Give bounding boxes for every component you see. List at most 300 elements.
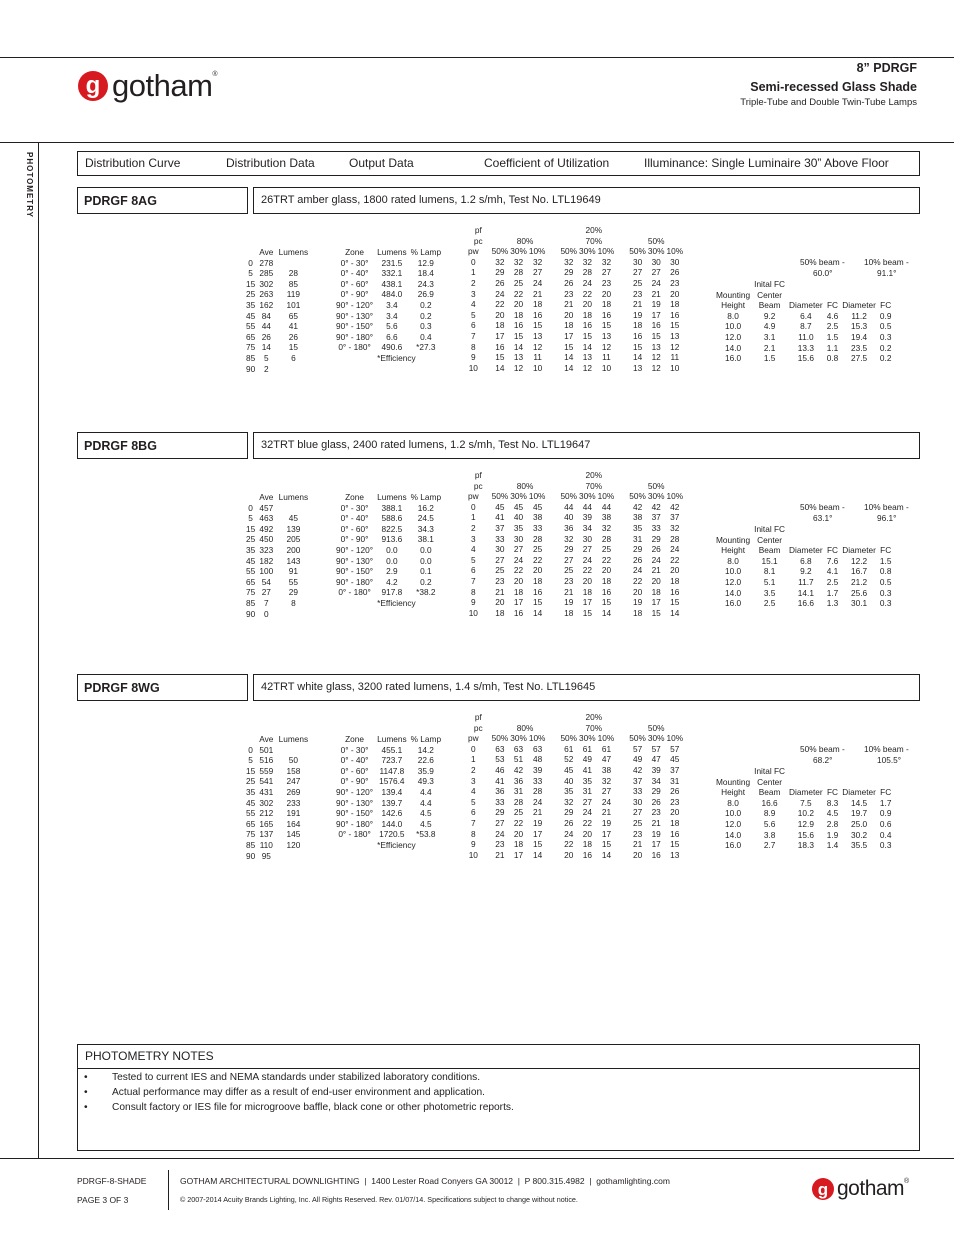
table-row [334,766,443,777]
table-cell: 48 [533,754,543,765]
table-cell: 0 [264,608,269,619]
cu-group: 50% [647,722,665,733]
table-cell: 90° - 130° [336,555,374,566]
table-cell: 158 [286,765,301,776]
section-desc: 26TRT amber glass, 1800 rated lumens, 1.2 s/mh, Test No. LTL19649 [261,194,601,206]
table-cell: 20 [632,586,643,597]
table-cell: 21 [495,849,505,860]
table-cell: 438.1 [381,278,403,289]
table-cell: 263 [259,289,274,300]
table-row [334,587,443,598]
table-cell: 16 [495,341,505,352]
table-row [244,745,311,756]
table-row [244,851,311,862]
model-title: 8” PDRGF [856,61,917,75]
table-cell: 37 [495,522,505,533]
table-cell: 15 [246,278,256,289]
table-cell: 45 [564,764,574,775]
cu-subheader: 10% [597,246,615,257]
table-row [244,503,311,514]
table-cell: 18 [564,607,574,618]
table-cell: 29 [632,544,643,555]
table-cell: 20 [513,575,524,586]
cu-group: 20% [585,225,603,235]
table-cell: 24 [601,796,612,807]
table-cell: 12.0 [724,576,742,587]
table-cell: 33 [533,775,543,786]
table-cell: 10.0 [724,321,742,332]
table-row [466,523,684,534]
table-cell: 0.0 [420,544,432,555]
table-cell: 45 [246,797,256,808]
table-row [334,524,443,535]
table-cell: 36 [513,775,524,786]
table-cell: 23 [632,828,643,839]
brand-logo: g gotham ® [78,68,218,104]
table-cell: 5.1 [763,576,776,587]
table-row [334,300,443,311]
table-cell: 19 [651,299,661,310]
table-row [244,766,311,777]
footer-rule [0,1158,954,1159]
table-cell: 0.8 [826,353,839,364]
table-cell: 1.7 [826,587,839,598]
table-cell: 23 [670,796,680,807]
table-cell: 27 [601,786,612,797]
table-cell: 25 [632,817,643,828]
table-cell: 233 [286,797,301,808]
table-cell: 12.2 [851,555,868,566]
table-cell: 0.1 [420,566,432,577]
table-cell: 16.6 [761,797,778,808]
table-cell: 15 [582,330,592,341]
table-cell: 15 [533,320,543,331]
footer-logo: g gotham ® [812,1177,909,1201]
table-cell: 14.0 [724,829,742,840]
table-cell: 5 [264,352,269,363]
col-header: % Lamp [410,734,442,744]
table-cell: 8.1 [763,566,776,577]
table-cell: 2.5 [763,598,776,609]
col-header: % Lamp [410,492,442,502]
cu-group: 70% [585,722,603,733]
table-cell: 19 [632,309,643,320]
table-cell: 30.2 [851,829,868,840]
table-cell: 90° - 130° [336,797,374,808]
note-item: Consult factory or IES file for microgroove baffle, black cone or other photometric reports. [112,1102,514,1113]
cu-subheader: 50% [491,733,509,744]
tab-illuminance[interactable]: Illuminance: Single Luminaire 30” Above Floor [644,156,889,170]
table-cell: 4.2 [386,576,398,587]
table-row [466,299,684,310]
table-cell: 0° - 60° [340,278,369,289]
cu-subheader: 50% [491,246,509,257]
table-cell: 23 [601,277,612,288]
table-row [244,598,311,609]
table-cell: 90° - 180° [336,818,374,829]
table-cell: 20 [495,309,505,320]
table-row [466,818,684,829]
table-cell: 35 [246,544,256,555]
table-row [334,755,443,766]
notes-title: PHOTOMETRY NOTES [78,1045,919,1069]
table-cell: 28 [533,786,543,797]
table-cell: 2 [470,277,476,288]
table-cell: 457 [259,502,274,513]
footer-divider [168,1170,169,1210]
table-cell: 20 [582,828,592,839]
table-cell: 17 [513,597,524,608]
table-cell: 51 [513,754,524,765]
table-cell: 35.9 [417,765,434,776]
table-cell: 33 [651,522,661,533]
table-cell: 463 [259,513,274,524]
table-cell: 41 [495,512,505,523]
beam10-label: 10% beam - [864,502,909,512]
table-cell: 30 [495,544,505,555]
table-cell: 5.6 [763,818,776,829]
col-header: Ave [259,492,274,502]
cu-pw: pw [468,491,479,502]
table-cell: 22 [582,817,592,828]
output-table [334,247,443,364]
table-row [334,513,443,524]
table-row [466,352,684,363]
table-cell: 21 [601,807,612,818]
table-cell: 22 [495,299,505,310]
table-cell: 33 [495,533,505,544]
cu-pf: pf [474,470,482,480]
cu-pc: pc [473,235,483,246]
table-cell: 39 [651,764,661,775]
table-cell: 41 [288,321,298,332]
table-cell: 13 [533,330,543,341]
table-row [466,502,684,513]
table-cell: 10 [468,849,478,860]
table-cell: 18 [670,299,680,310]
col-header: Diameter [789,300,823,311]
table-cell: 90° - 150° [336,808,374,819]
cu-subheader: 50% [560,491,578,502]
product-subtitle: Triple-Tube and Double Twin-Tube Lamps [740,97,917,108]
table-cell: 49.3 [417,776,434,787]
table-cell: 36 [564,522,574,533]
col-header: Lumens [278,734,309,744]
table-cell: 3 [470,775,476,786]
table-cell: 723.7 [381,755,403,766]
table-cell: 30.1 [851,598,868,609]
table-cell: 32 [564,256,574,267]
table-cell: 14.5 [851,797,868,808]
table-cell: 27.5 [851,353,868,364]
cu-subheader: 10% [666,491,684,502]
table-cell: 16 [582,320,592,331]
table-cell: 31 [513,786,524,797]
col-header: Diameter [842,545,876,556]
col-header: Center [757,534,783,545]
table-cell: *27.3 [416,342,436,353]
cu-subheader: 10% [597,733,615,744]
table-cell: 90° - 150° [336,566,374,577]
table-cell: 16.0 [724,840,742,851]
cu-subheader: 50% [629,733,646,744]
table-cell: 1.1 [826,342,839,353]
table-row [244,787,311,798]
table-cell: 12.0 [724,331,742,342]
table-cell: 24 [582,554,592,565]
table-cell: 302 [259,797,274,808]
table-cell: 22 [513,817,524,828]
table-cell: 22 [670,554,680,565]
logo-wordmark: gotham [837,1177,905,1200]
table-cell: 11 [602,352,611,363]
cu-subheader: 50% [560,246,578,257]
table-cell: 4.1 [826,566,839,577]
table-cell: 90° - 180° [336,331,374,342]
table-cell: 44 [564,501,574,512]
table-cell: 15.3 [851,321,868,332]
table-cell: 35 [564,786,574,797]
table-row [466,597,684,608]
col-header: FC [826,300,838,311]
table-row [714,840,893,851]
table-cell: 13 [513,352,524,363]
table-cell: 0 [248,744,253,755]
table-cell: 61 [601,743,612,754]
table-cell: 24 [632,565,643,576]
table-row [466,331,684,342]
table-cell: 10 [670,362,680,373]
table-cell: 0° - 30° [340,744,369,755]
table-cell: 30 [513,533,524,544]
table-cell: 450 [259,534,274,545]
table-row [334,819,443,830]
table-row [244,776,311,787]
table-cell: 15.6 [797,353,814,364]
table-cell: 8 [470,341,476,352]
header-rule [0,57,954,58]
tab-coefficient-utilization[interactable]: Coefficient of Utilization [484,156,610,170]
table-cell: 18 [582,309,592,320]
table-row [334,808,443,819]
table-cell: 11.7 [798,576,814,587]
cu-group: 80% [516,235,534,246]
col-header: FC [826,545,838,556]
table-row [714,588,893,599]
table-cell: 9 [470,597,476,608]
table-cell: 0.2 [879,342,892,353]
table-cell: 32 [513,256,524,267]
table-cell: 0.0 [420,555,432,566]
table-cell: 28 [513,796,524,807]
table-cell: 1 [470,267,476,278]
table-cell: 0.9 [879,310,892,321]
table-cell: 6 [470,807,476,818]
table-cell: 2 [264,363,269,374]
table-row [244,587,311,598]
output-table [334,492,443,609]
table-cell: 16 [513,320,524,331]
table-cell: 15 [246,523,256,534]
table-cell: 16 [533,309,543,320]
tab-distribution-data[interactable]: Distribution Data [226,156,315,170]
table-cell: 12 [651,362,661,373]
table-cell: 1.5 [879,555,892,566]
table-cell: 85 [246,352,256,363]
table-cell: 50 [288,755,298,766]
efficiency-note: *Efficiency [377,839,416,850]
table-cell: 61 [582,743,592,754]
table-cell: 14.2 [417,744,434,755]
table-cell: 8 [470,828,476,839]
table-cell: 45 [288,513,298,524]
table-cell: 0° - 90° [340,289,369,300]
table-row [466,754,684,765]
cu-subheader: 30% [647,246,665,257]
table-cell: 119 [286,289,300,300]
table-cell: 20 [533,565,543,576]
col-header: Beam [758,545,781,556]
col-header: % Lamp [410,247,442,257]
table-cell: 35 [246,786,256,797]
table-cell: 75 [246,587,256,598]
table-cell [275,503,311,514]
table-row [466,278,684,289]
table-row [466,289,684,300]
tab-output-data[interactable]: Output Data [349,156,414,170]
cu-subheader: 30% [510,733,527,744]
table-row [334,279,443,290]
table-row [244,258,311,269]
table-cell: 142.6 [381,808,403,819]
cu-pf: pf [474,225,482,235]
table-row [244,840,311,851]
table-row [334,787,443,798]
col-header: Zone [345,492,364,502]
table-cell: 7 [264,597,269,608]
table-row [714,353,893,364]
section-desc-box [253,187,920,214]
table-row [244,566,311,577]
table-row [244,808,311,819]
table-cell: 25.0 [851,818,868,829]
table-cell: 20 [670,807,680,818]
table-cell: 18 [564,320,574,331]
table-cell: 4.6 [826,310,839,321]
table-cell: 913.6 [381,534,403,545]
table-cell: 27 [582,796,592,807]
table-cell: 17 [651,597,661,608]
table-cell: 20 [495,597,505,608]
table-cell: 12 [582,362,592,373]
table-cell: 0 [470,256,476,267]
table-row [466,608,684,619]
table-cell: 0.3 [879,587,892,598]
table-cell: 144.0 [381,818,403,829]
table-cell: 7 [470,330,476,341]
table-cell: 332.1 [381,268,403,279]
table-cell: 15 [246,765,256,776]
table-cell: 10 [468,362,478,373]
table-row [334,798,443,809]
beam50-label: 50% beam - [800,744,845,754]
cu-subheader: 10% [528,733,546,744]
table-row [244,268,311,279]
table-cell: 52 [564,754,574,765]
table-cell: 26 [670,267,680,278]
table-row [466,587,684,598]
table-cell: 12 [670,341,680,352]
table-cell: 26 [564,277,574,288]
table-cell: 11 [670,352,680,363]
table-cell: 3.4 [386,299,398,310]
table-cell: 16 [582,849,592,860]
table-cell: 1147.8 [379,765,405,776]
cu-subheader: 50% [491,491,509,502]
col-header: Diameter [789,787,823,798]
cu-subheader: 30% [579,491,596,502]
col-header: Lumens [377,247,407,257]
table-cell: 90° - 180° [336,576,374,587]
table-cell: 35.5 [851,840,868,851]
table-cell: 23 [670,277,680,288]
col-header: Height [721,300,746,311]
table-row [714,577,893,588]
table-cell: 15 [533,839,543,850]
note-item: Tested to current IES and NEMA standards under stabilized laboratory conditions. [112,1072,481,1083]
table-cell: 29 [495,267,505,278]
table-cell: 2.9 [386,566,398,577]
table-cell: 492 [259,523,274,534]
table-cell: 23 [495,575,505,586]
table-cell: 501 [259,744,274,755]
tab-distribution-curve[interactable]: Distribution Curve [85,156,181,170]
table-cell: 32 [533,256,543,267]
table-row [334,556,443,567]
col-header: Lumens [278,247,309,257]
table-cell: 21 [533,288,543,299]
table-cell: 31 [632,533,643,544]
table-cell: 45 [246,555,256,566]
table-cell: 162 [259,299,274,310]
table-row [466,342,684,353]
table-cell: 16 [601,586,612,597]
table-cell: 0.8 [879,566,892,577]
table-cell: 63 [495,743,505,754]
table-cell: 18 [670,817,680,828]
note-bullet: • [84,1087,88,1098]
table-cell: 14 [495,362,505,373]
table-row [334,342,443,353]
table-row [244,332,311,343]
table-cell: 14.0 [724,342,742,353]
table-cell: 285 [259,268,274,279]
table-cell: 0.3 [879,331,892,342]
table-cell: 27 [651,267,661,278]
section-name-box [77,432,248,459]
col-header: Diameter [842,787,876,798]
table-cell: 16 [670,586,680,597]
table-cell: 0° - 30° [340,257,369,268]
col-header: Ave [259,734,274,744]
table-cell: 15 [651,330,661,341]
tab-bar [77,151,920,176]
table-cell: 46 [495,764,505,775]
table-cell: 65 [246,576,256,587]
table-cell: 0° - 30° [340,502,369,513]
table-cell: 90° - 120° [336,786,374,797]
table-cell: 26 [495,277,505,288]
